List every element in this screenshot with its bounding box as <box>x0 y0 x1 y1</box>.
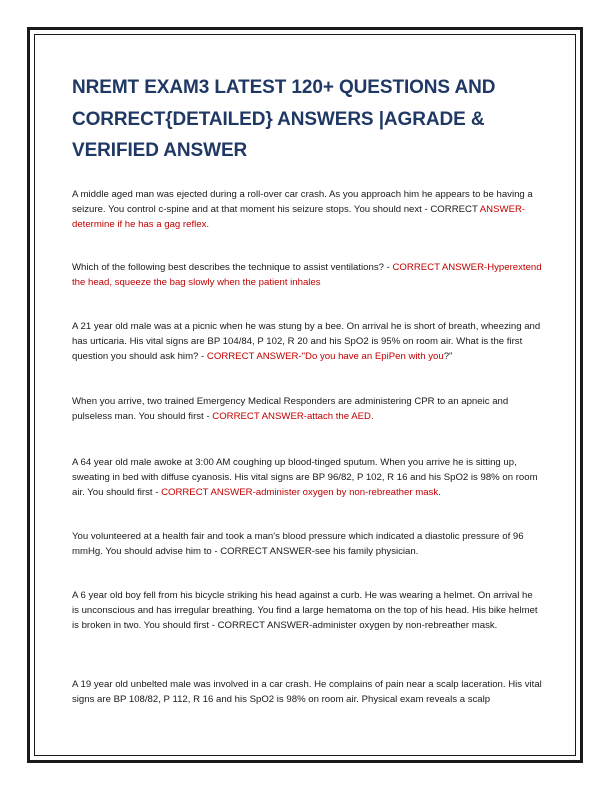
qa-item-1 <box>72 188 542 232</box>
qa-item-4 <box>72 395 542 425</box>
answer-tail: ?" <box>443 350 453 362</box>
question-text: When you arrive, two trained Emergency Medical Responders are administering CPR to an apneic and pulseless man. You should first - <box>72 396 509 422</box>
answer-text: CORRECT ANSWER-Hyperextend the head, squeeze the bag slowly when the patient inhales <box>72 262 542 288</box>
answer-text: CORRECT ANSWER-administer oxygen by non-rebreather mask. <box>161 486 441 498</box>
question-text: A 64 year old male awoke at 3:00 AM coughing up blood-tinged sputum. When you arrive he is sitting up, sweating in bed with diffuse cyanosis. His vital signs are BP 96/82, P 102, R 16 and his SpO2 is 98% on room air. You should first - <box>72 457 538 498</box>
question-text: Which of the following best describes the technique to assist ventilations? - <box>72 262 393 273</box>
qa-item-7 <box>72 589 542 633</box>
answer-text: CORRECT ANSWER-"Do you have an EpiPen with you <box>206 350 444 362</box>
answer-text: ANSWER-determine if he has a gag reflex. <box>72 203 526 230</box>
question-text: A 19 year old unbelted male was involved in a car crash. He complains of pain near a scalp laceration. His vital signs are BP 108/82, P 112, R 16 and his SpO2 is 98% on room air. Physical exam reveals a scalp <box>72 679 542 705</box>
answer-text: CORRECT ANSWER-administer oxygen by non-rebreather mask. <box>217 619 498 631</box>
question-text: You volunteered at a health fair and took a man's blood pressure which indicated a diastolic pressure of 96 mmHg. You should advise him to - <box>72 531 524 557</box>
qa-item-8 <box>72 678 542 708</box>
answer-text: CORRECT ANSWER-attach the AED. <box>212 410 374 422</box>
answer-text: CORRECT ANSWER-see his family physician. <box>220 545 419 557</box>
title-line-1: NREMT EXAM3 LATEST 120+ QUESTIONS AND <box>72 77 496 98</box>
question-text: A 6 year old boy fell from his bicycle striking his head against a curb. He was wearing a helmet. On arrival he is unconscious and has irregular breathing. You find a large hematoma on the top of his head. His bike helmet is broken in two. You should first - <box>72 590 538 631</box>
title-line-3: VERIFIED ANSWER <box>72 140 248 161</box>
question-text: A 21 year old male was at a picnic when he was stung by a bee. On arrival he is short of breath, wheezing and has urticaria. His vital signs are BP 104/84, P 102, R 20 and his SpO2 is 95% on room air. What is the first question you should ask him? - <box>72 321 541 362</box>
question-text: A middle aged man was ejected during a roll-over car crash. As you approach him he appears to be having a seizure. You control c-spine and at that moment his seizure stops. You should next - CORRECT <box>72 189 533 215</box>
document-title <box>72 72 542 167</box>
qa-item-3 <box>72 320 542 364</box>
qa-item-2 <box>72 261 542 291</box>
qa-item-6 <box>72 530 542 560</box>
qa-item-5 <box>72 456 542 500</box>
document-body <box>72 72 542 705</box>
title-line-2: CORRECT{DETAILED} ANSWERS |AGRADE & <box>72 108 485 130</box>
